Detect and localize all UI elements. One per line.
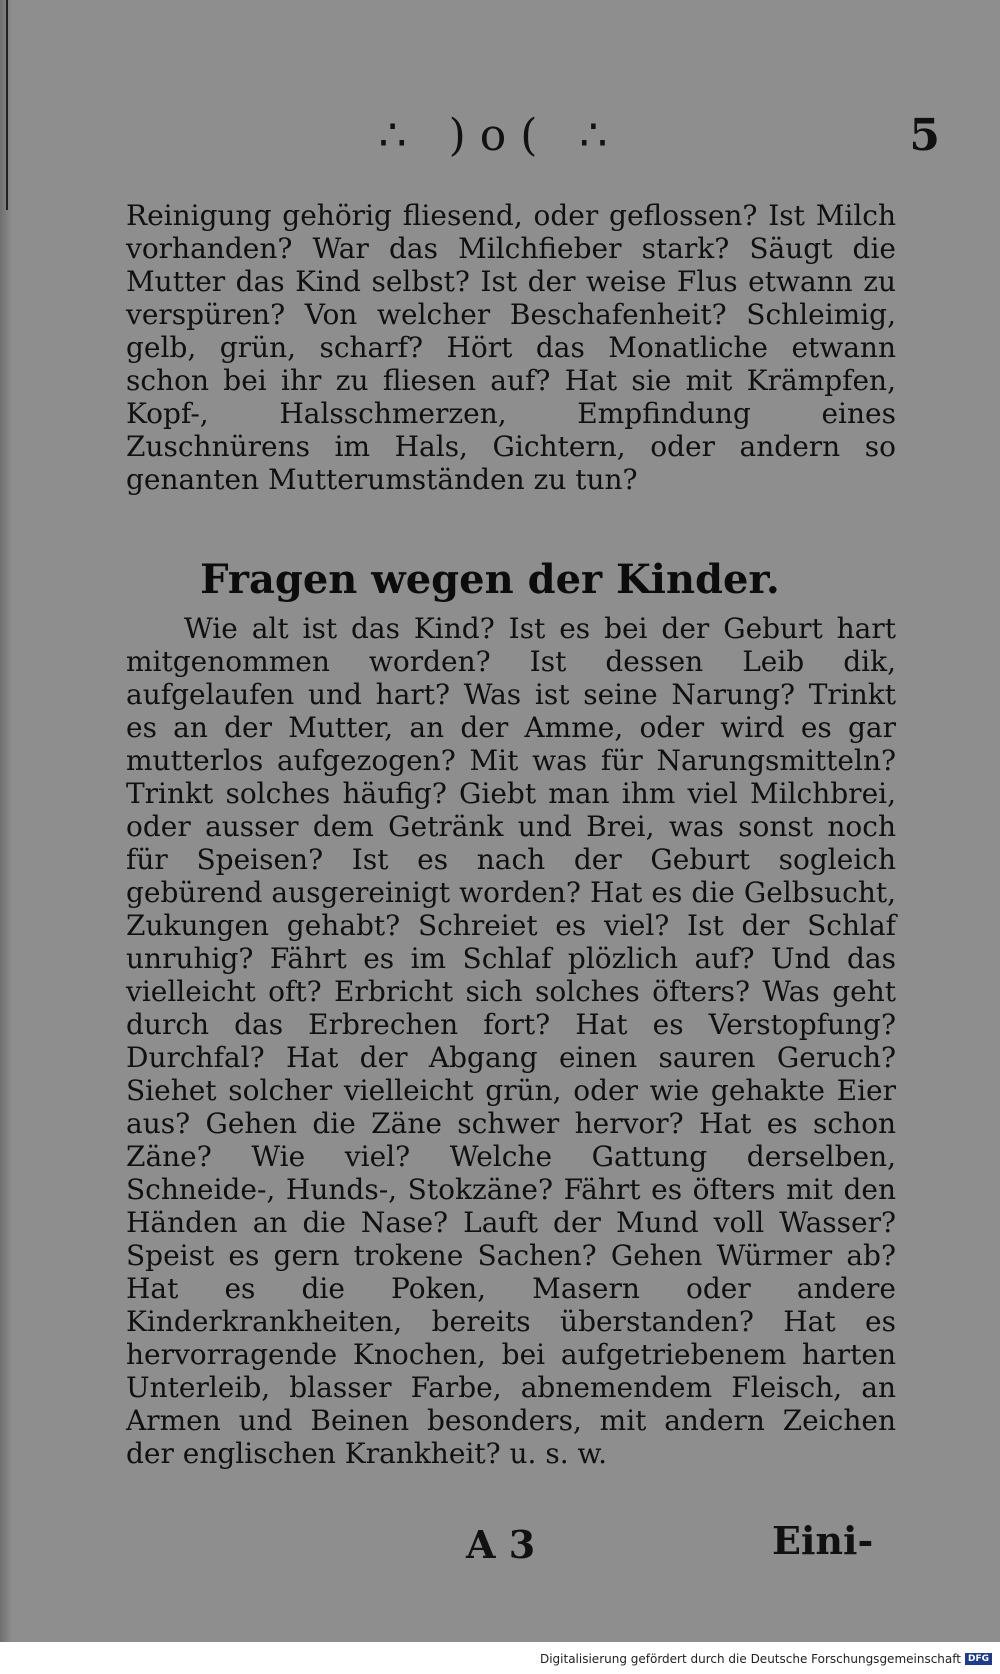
section-heading: Fragen wegen der Kinder. [200, 556, 780, 603]
catchword: Eini- [772, 1518, 874, 1563]
dfg-logo-icon: DFG [965, 1653, 992, 1665]
signature-mark: A 3 [466, 1522, 536, 1567]
digitization-footer [540, 1652, 992, 1666]
header-ornament: ∴ )o( ∴ [378, 110, 622, 161]
page-number: 5 [909, 110, 940, 161]
paragraph-mother-questions: Reinigung gehörig fliesend, oder geflossen? Ist Milch vorhanden? War das Milchfieber stark? Säugt die Mutter das Kind selbst? Ist der weise Flus etwann zu verspüren? Von welcher Beschafenheit? Schleimig, gelb, grün, scharf? Hört das Monatliche etwann schon bei ihr zu fliesen auf? Hat sie mit Krämpfen, Kopf-, Halsschmerzen, Empfindung eines Zuschnürens im Hals, Gichtern, oder andern so genanten Mutterumständen zu tun? [126, 199, 896, 496]
binding-edge-line [6, 0, 8, 210]
footer-credit: Digitalisierung gefördert durch die Deutsche Forschungsgemeinschaft [539, 1652, 961, 1666]
paragraph-child-questions: Wie alt ist das Kind? Ist es bei der Geburt hart mitgenommen worden? Ist dessen Leib dik, aufgelaufen und hart? Was ist seine Narung? Trinkt es an der Mutter, an der Amme, oder wird es gar mutterlos aufgezogen? Mit was für Narungsmitteln? Trinkt solches häufig? Giebt man ihm viel Milchbrei, oder ausser dem Getränk und Brei, was sonst noch für Speisen? Ist es nach der Geburt sogleich gebürend ausgereinigt worden? Hat es die Gelbsucht, Zukungen gehabt? Schreiet es viel? Ist der Schlaf unruhig? Fährt es im Schlaf plözlich auf? Und das vielleicht oft? Erbricht sich solches öfters? Was geht durch das Erbrechen fort? Hat es Verstopfung? Durchfal? Hat der Abgang einen sauren Geruch? Siehet solcher vielleicht grün, oder wie gehakte Eier aus? Gehen die Zäne schwer hervor? Hat es schon Zäne? Wie viel? Welche Gattung derselben, Schneide-, Hunds-, Stokzäne? Fährt es öfters mit den Händen an die Nase? Lauft der Mund voll Wasser? Speist es gern trokene Sachen? Gehen Würmer ab? Hat es die Poken, Masern oder andere Kinderkrankheiten, bereits überstanden? Hat es hervorragende Knochen, bei aufgetriebenem harten Unterleib, blasser Farbe, abnemendem Fleisch, an Armen und Beinen besonders, mit andern Zeichen der englischen Krankheit? u. s. w. [126, 612, 896, 1470]
page-header [60, 110, 940, 166]
